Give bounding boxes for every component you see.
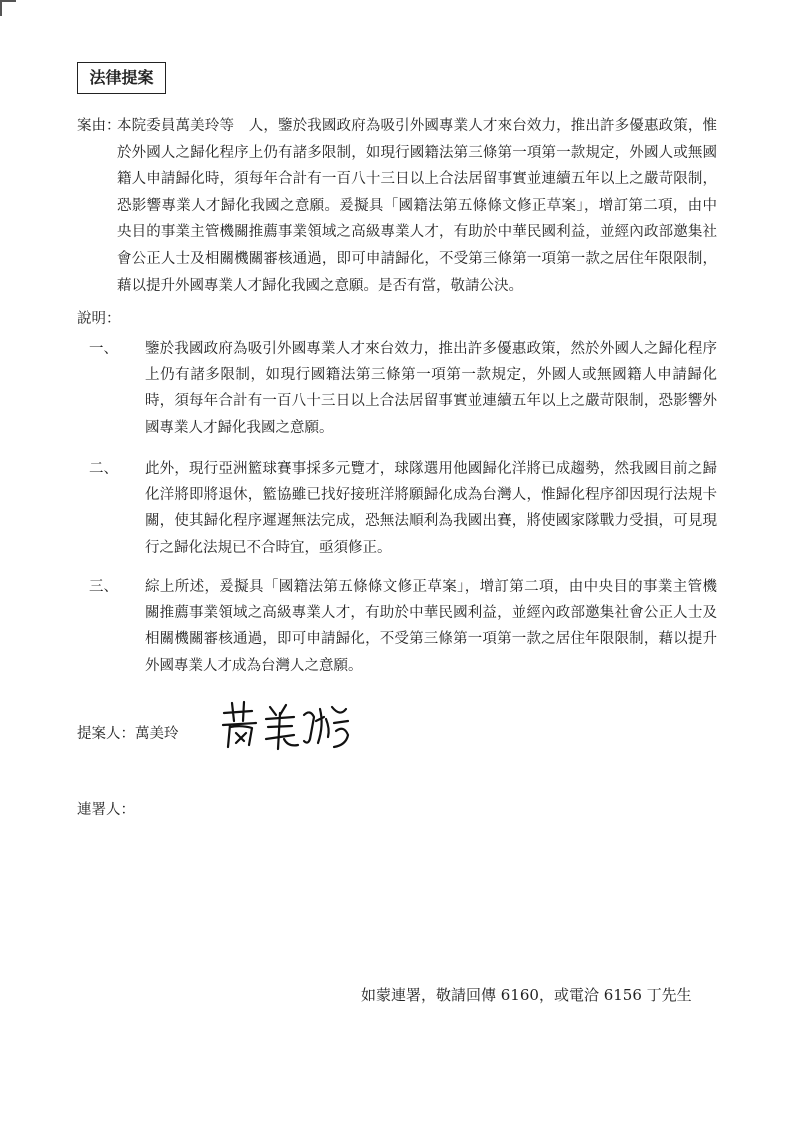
- item-text: 鑒於我國政府為吸引外國專業人才來台效力，推出許多優惠政策，然於外國人之歸化程序上仍有諸多限制，如現行國籍法第三條第一項第一款規定，外國人或無國籍人申請歸化時，須每年合計有一百八十三日以上合法居留事實並連續五年以上之嚴苛限制，恐影響外國專業人才歸化我國之意願。: [145, 341, 717, 436]
- item-text: 此外，現行亞洲籃球賽事採多元覽才，球隊選用他國歸化洋將已成趨勢，然我國目前之歸化洋將即將退休，籃協雖已找好接班洋將願歸化成為台灣人，惟歸化程序卻因現行法規卡關，使其歸化程序遲遲無法完成，恐無法順利為我國出賽，將使國家隊戰力受損，可見現行之歸化法規已不合時宜，亟須修正。: [145, 461, 717, 556]
- case-section: [77, 113, 717, 299]
- explanation-label: 說明：: [77, 311, 121, 327]
- item-number: 三、: [89, 579, 118, 595]
- handwritten-signature: [218, 695, 358, 755]
- explanation-item: [77, 456, 717, 561]
- item-text: 綜上所述，爰擬具「國籍法第五條條文修正草案」，增訂第二項，由中央目的事業主管機關推薦事業領域之高級專業人才，有助於中華民國利益，並經內政部邀集社會公正人士及相關機關審核通過，即可申請歸化，不受第三條第一項第一款之居住年限限制，藉以提升外國專業人才成為台灣人之意願。: [145, 579, 717, 674]
- case-text: 本院委員萬美玲等 人，鑒於我國政府為吸引外國專業人才來台效力，推出許多優惠政策，惟於外國人之歸化程序上仍有諸多限制，如現行國籍法第三條第一項第一款規定，外國人或無國籍人申請歸化時，須每年合計有一百八十三日以上合法居留事實並連續五年以上之嚴苛限制，恐影響專業人才歸化我國之意願。爰擬具「國籍法第五條條文修正草案」，增訂第二項，由中央目的事業主管機關推薦事業領域之高級專業人才，有助於中華民國利益，並經內政部邀集社會公正人士及相關機關審核通過，即可申請歸化，不受第三條第一項第一款之居住年限限制，藉以提升外國專業人才歸化我國之意願。是否有當，敬請公決。: [117, 118, 717, 294]
- scan-corner-mark: [0, 0, 16, 16]
- case-label: 案由：: [77, 118, 121, 134]
- item-number: 一、: [89, 341, 118, 357]
- item-number: 二、: [89, 461, 118, 477]
- cosigners-label: 連署人：: [77, 802, 135, 818]
- proposer-line: 提案人：萬美玲: [77, 726, 179, 742]
- explanation-item: [77, 574, 717, 679]
- footer-note: 如蒙連署，敬請回傳 6160，或電洽 6156 丁先生: [361, 986, 692, 1004]
- explanation-item: [77, 336, 717, 441]
- document-title: 法律提案: [77, 62, 166, 94]
